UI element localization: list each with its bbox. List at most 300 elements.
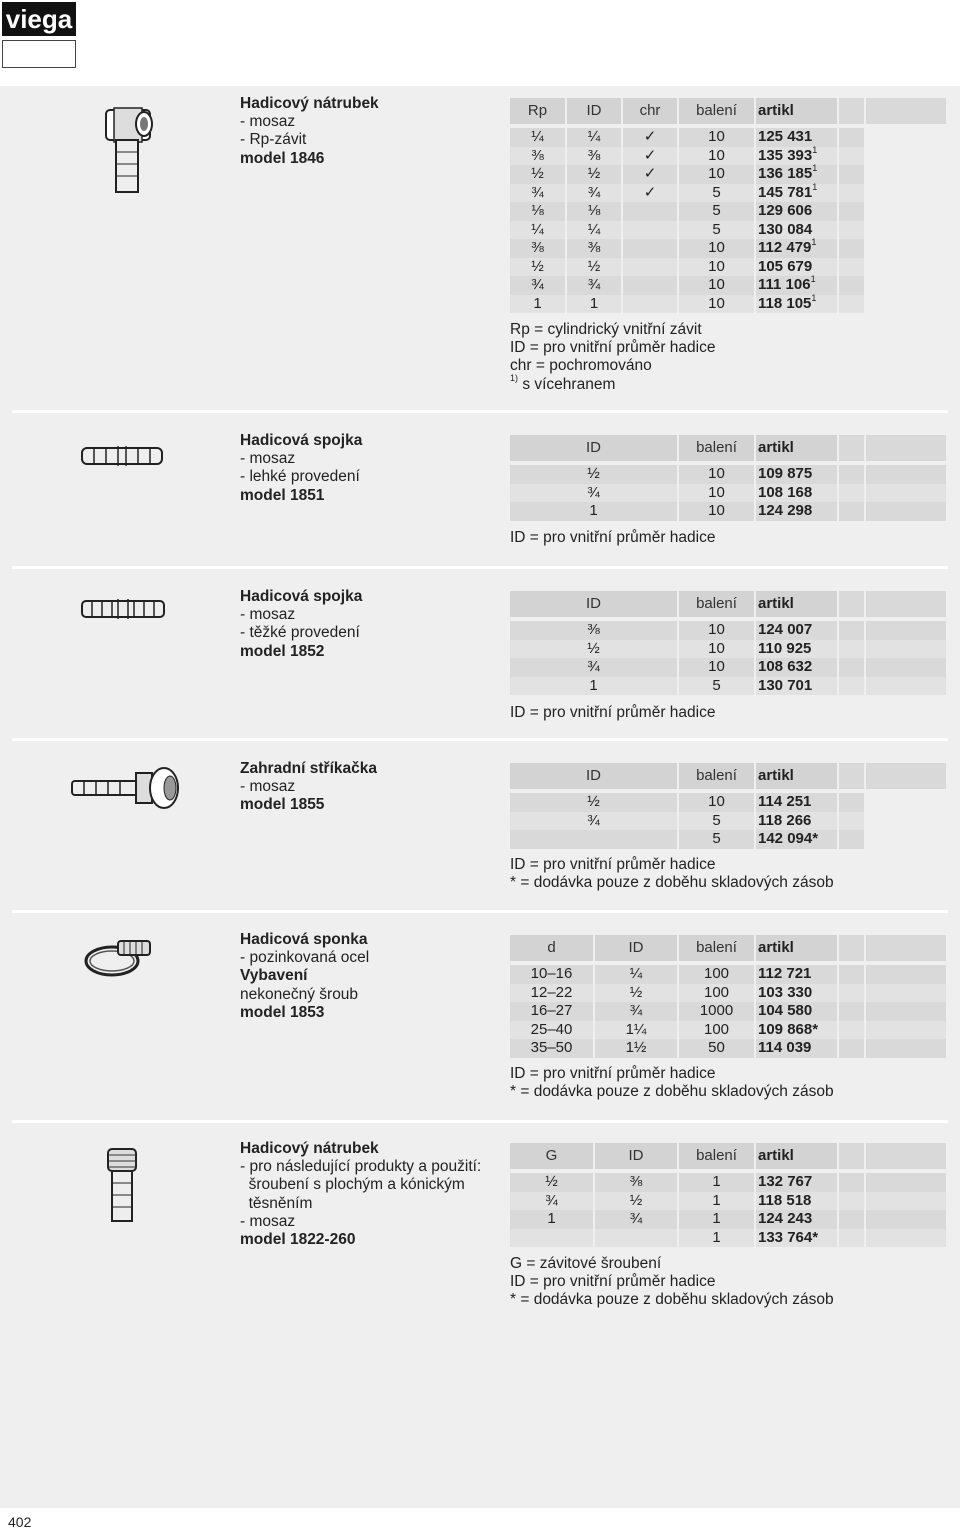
blank-cell — [839, 465, 866, 484]
table-cell: ½ — [595, 984, 679, 1003]
table-row — [510, 1229, 948, 1248]
table-row — [510, 181, 948, 203]
artikl-cell: 118 $105^1$ — [756, 295, 839, 314]
table-cell — [623, 239, 679, 258]
table-row — [510, 830, 948, 849]
blank-cell — [839, 258, 866, 277]
table-cell: 5 — [679, 202, 756, 221]
table-cell: ½ — [510, 165, 567, 184]
table-cell: ✓ — [623, 184, 679, 203]
col-id: ID — [567, 98, 623, 124]
col-blank — [866, 935, 948, 961]
table-row — [510, 640, 948, 659]
blank-cell — [866, 1192, 948, 1211]
table-cell: ¾ — [567, 276, 623, 295]
table-cell: ⅜ — [567, 239, 623, 258]
table-cell: ¾ — [595, 1210, 679, 1229]
table-notes — [510, 1255, 834, 1310]
blank-cell — [839, 793, 866, 812]
table-notes — [510, 321, 715, 394]
table-cell: ½ — [510, 1173, 595, 1192]
table-row — [510, 658, 948, 677]
table-cell: 1 — [679, 1229, 756, 1248]
product-name: Hadicová spojka — [240, 588, 363, 605]
artikl-cell: 112 721 — [756, 965, 839, 984]
artikl-cell: 108 632 — [756, 658, 839, 677]
table-cell: 10 — [679, 465, 756, 484]
blank-cell — [866, 1039, 948, 1058]
col-artikl: artikl — [756, 935, 839, 961]
table-cell: 10 — [679, 502, 756, 521]
blank-cell — [839, 202, 866, 221]
table-cell: 10 — [679, 295, 756, 314]
artikl-cell: 109 868* — [756, 1021, 839, 1040]
blank-cell — [839, 184, 866, 203]
table-cell: 10 — [679, 484, 756, 503]
blank-cell — [866, 1173, 948, 1192]
product-name: Hadicová sponka — [240, 931, 368, 948]
table-cell: ⅜ — [510, 239, 567, 258]
table-cell: 5 — [679, 677, 756, 696]
table-cell: 100 — [679, 984, 756, 1003]
product-equipment: nekonečný šroub — [240, 985, 359, 1003]
product-model: model 1851 — [240, 486, 325, 504]
blank-cell — [839, 1229, 866, 1248]
table-header — [510, 435, 948, 461]
col-blank — [866, 98, 948, 124]
blank-cell — [839, 147, 866, 166]
col-blank — [839, 591, 866, 617]
table-row — [510, 984, 948, 1003]
table-cell: 1 — [679, 1210, 756, 1229]
product-name: Hadicový nátrubek — [240, 95, 379, 112]
section-model-1851 — [0, 413, 960, 573]
table-cell: ⅛ — [567, 202, 623, 221]
product-usage: - pro následující produkty a použití: — [240, 1158, 482, 1176]
table-cell: 1 — [510, 295, 567, 314]
table-cell: ⅛ — [510, 202, 567, 221]
table-row — [510, 144, 948, 166]
product-material: - mosaz — [240, 1212, 296, 1230]
table-cell: 35–50 — [510, 1039, 595, 1058]
table-cell: ¾ — [510, 276, 567, 295]
artikl-cell: 132 767 — [756, 1173, 839, 1192]
blank-cell — [866, 677, 948, 696]
product-model: model 1846 — [240, 149, 325, 167]
hose-nipple-female-thread-illustration — [100, 104, 160, 196]
table-row — [510, 202, 948, 221]
artikl-cell: 108 168 — [756, 484, 839, 503]
blank-cell — [839, 239, 866, 258]
product-variant: - těžké provedení — [240, 624, 360, 642]
product-description — [240, 588, 362, 661]
table-body — [510, 1173, 948, 1247]
table-cell — [623, 295, 679, 314]
table-cell: 10 — [679, 258, 756, 277]
blank-cell — [839, 165, 866, 184]
table-row — [510, 276, 948, 295]
table-cell: 10 — [679, 147, 756, 166]
garden-sprayer-illustration — [70, 765, 182, 813]
artikl-cell: 130 084 — [756, 221, 839, 240]
table-row — [510, 677, 948, 696]
table-header — [510, 591, 948, 617]
blank-cell — [839, 295, 866, 314]
product-variant: - lehké provedení — [240, 468, 360, 486]
col-artikl: artikl — [756, 1143, 839, 1169]
table-cell: ½ — [595, 1192, 679, 1211]
artikl-cell: 129 606 — [756, 202, 839, 221]
page-number: 402 — [8, 1514, 32, 1530]
table-cell: ¼ — [567, 128, 623, 147]
blank-cell — [839, 502, 866, 521]
article-table — [510, 763, 948, 849]
table-cell: ✓ — [623, 128, 679, 147]
col-baleni: balení — [679, 1143, 756, 1169]
table-cell: 10 — [679, 239, 756, 258]
col-d: d — [510, 935, 595, 961]
artikl-cell: 114 039 — [756, 1039, 839, 1058]
product-model: model 1852 — [240, 642, 325, 660]
table-cell: ⅜ — [567, 147, 623, 166]
table-cell: ½ — [510, 793, 679, 812]
table-cell: ½ — [567, 258, 623, 277]
table-body — [510, 465, 948, 521]
product-model: model 1822-260 — [240, 1231, 356, 1249]
blank-cell — [839, 1002, 866, 1021]
table-cell: 10 — [679, 640, 756, 659]
blank-cell — [839, 965, 866, 984]
table-cell: ¼ — [510, 128, 567, 147]
blank-cell — [839, 1021, 866, 1040]
table-cell: 1¼ — [595, 1021, 679, 1040]
table-cell: 10 — [679, 165, 756, 184]
product-usage: těsněním — [240, 1194, 313, 1212]
note: ID = pro vnitřní průměr hadice — [510, 856, 716, 873]
table-cell: ½ — [567, 165, 623, 184]
table-cell: 5 — [679, 830, 756, 849]
blank-cell — [866, 1002, 948, 1021]
blank-cell — [839, 484, 866, 503]
blank-cell — [839, 1192, 866, 1211]
artikl-cell: 105 679 — [756, 258, 839, 277]
table-row — [510, 502, 948, 521]
blank-cell — [839, 1173, 866, 1192]
table-cell — [623, 202, 679, 221]
table-notes — [510, 704, 715, 722]
note: chr = pochromováno — [510, 357, 652, 375]
product-model: model 1855 — [240, 796, 325, 814]
product-material: - pozinkovaná ocel — [240, 949, 370, 967]
table-cell: 16–27 — [510, 1002, 595, 1021]
table-header — [510, 1143, 948, 1169]
table-row — [510, 258, 948, 277]
blank-cell — [866, 465, 948, 484]
blank-cell — [839, 830, 866, 849]
table-cell: 10 — [679, 793, 756, 812]
product-material: - mosaz — [240, 606, 296, 624]
col-blank — [866, 763, 948, 789]
artikl-cell: 109 875 — [756, 465, 839, 484]
table-cell: ½ — [510, 640, 679, 659]
col-blank — [839, 935, 866, 961]
product-description — [240, 1140, 481, 1249]
table-cell: ¾ — [595, 1002, 679, 1021]
artikl-cell: 142 094* — [756, 830, 839, 849]
table-row — [510, 239, 948, 258]
table-cell: 1½ — [595, 1039, 679, 1058]
product-thread: - Rp-závit — [240, 131, 307, 149]
product-material: - mosaz — [240, 778, 296, 796]
note: ID = pro vnitřní průměr hadice — [510, 529, 716, 546]
note: ID = pro vnitřní průměr hadice — [510, 1273, 716, 1291]
section-model-1846 — [0, 86, 960, 412]
table-row — [510, 1192, 948, 1211]
section-model-1853 — [0, 913, 960, 1118]
table-cell: 1 — [510, 1210, 595, 1229]
logo: viega — [2, 2, 76, 36]
table-cell: 12–22 — [510, 984, 595, 1003]
table-body — [510, 128, 948, 313]
table-row — [510, 1021, 948, 1040]
col-blank — [866, 1143, 948, 1169]
artikl-cell: 110 925 — [756, 640, 839, 659]
col-blank — [839, 435, 866, 461]
table-cell: 25–40 — [510, 1021, 595, 1040]
blank-cell — [839, 658, 866, 677]
note: ID = pro vnitřní průměr hadice — [510, 704, 716, 721]
table-cell — [623, 276, 679, 295]
table-cell: 5 — [679, 221, 756, 240]
table-cell: ¾ — [567, 184, 623, 203]
blank-cell — [839, 276, 866, 295]
section-model-1855 — [0, 741, 960, 909]
product-material: - mosaz — [240, 113, 296, 131]
table-cell: ¼ — [510, 221, 567, 240]
table-row — [510, 1039, 948, 1058]
table-cell: ¾ — [510, 484, 679, 503]
article-table — [510, 935, 948, 1058]
table-row — [510, 965, 948, 984]
blank-cell — [839, 640, 866, 659]
table-cell: 1 — [679, 1192, 756, 1211]
artikl-cell: 104 580 — [756, 1002, 839, 1021]
artikl-cell: 135 $393^1$ — [756, 147, 839, 166]
blank-cell — [839, 1039, 866, 1058]
product-material: - mosaz — [240, 450, 296, 468]
table-notes — [510, 1065, 834, 1101]
blank-cell — [866, 984, 948, 1003]
table-cell: 5 — [679, 184, 756, 203]
table-cell: 1000 — [679, 1002, 756, 1021]
artikl-cell: 124 007 — [756, 621, 839, 640]
artikl-cell: 118 518 — [756, 1192, 839, 1211]
hose-coupling-heavy-illustration — [80, 597, 166, 621]
product-description — [240, 760, 377, 815]
blank-cell — [866, 621, 948, 640]
product-description — [240, 95, 379, 168]
note: ID = pro vnitřní průměr hadice — [510, 339, 716, 357]
blank-cell — [839, 221, 866, 240]
blank-cell — [866, 484, 948, 503]
col-baleni: balení — [679, 591, 756, 617]
table-cell: ✓ — [623, 165, 679, 184]
table-row — [510, 793, 948, 812]
blank-cell — [866, 658, 948, 677]
product-name: Hadicový nátrubek — [240, 1140, 379, 1157]
artikl-cell: 124 243 — [756, 1210, 839, 1229]
table-row — [510, 221, 948, 240]
col-rp: Rp — [510, 98, 567, 124]
artikl-cell: 118 266 — [756, 812, 839, 831]
blank-cell — [839, 1210, 866, 1229]
artikl-cell: 130 701 — [756, 677, 839, 696]
note: G = závitové šroubení — [510, 1255, 662, 1272]
table-row — [510, 465, 948, 484]
blank-cell — [839, 621, 866, 640]
table-cell: ¾ — [510, 812, 679, 831]
blank-cell — [839, 128, 866, 147]
artikl-cell: 112 $479^1$ — [756, 239, 839, 258]
product-description — [240, 432, 362, 505]
note: * = dodávka pouze z doběhu skladových zásob — [510, 874, 834, 892]
table-cell: 100 — [679, 965, 756, 984]
blank-cell — [866, 1021, 948, 1040]
artikl-cell: 114 251 — [756, 793, 839, 812]
col-id: ID — [595, 935, 679, 961]
col-chr: chr — [623, 98, 679, 124]
table-cell — [510, 830, 679, 849]
table-cell: 10–16 — [510, 965, 595, 984]
section-model-1852 — [0, 569, 960, 739]
table-cell: 1 — [510, 677, 679, 696]
table-cell: ⅜ — [595, 1173, 679, 1192]
col-baleni: balení — [679, 435, 756, 461]
artikl-cell: 124 298 — [756, 502, 839, 521]
table-notes — [510, 856, 834, 892]
col-baleni: balení — [679, 763, 756, 789]
table-cell: ⅜ — [510, 621, 679, 640]
col-blank — [866, 435, 948, 461]
artikl-cell: 125 431 — [756, 128, 839, 147]
col-artikl: artikl — [756, 591, 839, 617]
table-cell: ¾ — [510, 658, 679, 677]
table-cell — [623, 258, 679, 277]
artikl-cell: 111 $106^1$ — [756, 276, 839, 295]
blank-cell — [866, 640, 948, 659]
blank-cell — [839, 812, 866, 831]
table-row — [510, 128, 948, 147]
table-cell — [510, 1229, 595, 1248]
col-id: ID — [510, 763, 679, 789]
artikl-cell: 103 330 — [756, 984, 839, 1003]
table-cell — [623, 221, 679, 240]
col-id: ID — [510, 435, 679, 461]
blank-cell — [839, 984, 866, 1003]
product-equipment-label: Vybavení — [240, 967, 308, 985]
table-header — [510, 98, 948, 124]
table-row — [510, 484, 948, 503]
table-cell: 1 — [679, 1173, 756, 1192]
col-blank — [866, 591, 948, 617]
table-header — [510, 935, 948, 961]
table-cell: 50 — [679, 1039, 756, 1058]
blank-cell — [866, 1229, 948, 1248]
artikl-cell: 133 764* — [756, 1229, 839, 1248]
col-artikl: artikl — [756, 763, 839, 789]
product-name: Zahradní stříkačka — [240, 760, 377, 777]
table-cell: 100 — [679, 1021, 756, 1040]
product-name: Hadicová spojka — [240, 432, 363, 449]
table-cell: 10 — [679, 128, 756, 147]
table-cell: ¼ — [567, 221, 623, 240]
catalog-content — [0, 86, 960, 1508]
blank-cell — [866, 502, 948, 521]
blank-cell — [866, 1210, 948, 1229]
table-cell: ✓ — [623, 147, 679, 166]
product-description — [240, 931, 369, 1022]
table-cell: ⅜ — [510, 147, 567, 166]
table-cell: 10 — [679, 276, 756, 295]
col-baleni: balení — [679, 935, 756, 961]
logo-box — [2, 40, 76, 68]
table-header — [510, 763, 948, 789]
table-row — [510, 165, 948, 184]
table-body — [510, 621, 948, 695]
hose-nipple-flat-seal-illustration — [104, 1145, 140, 1225]
col-id: ID — [510, 591, 679, 617]
blank-cell — [839, 677, 866, 696]
note: * = dodávka pouze z doběhu skladových zásob — [510, 1083, 834, 1101]
hose-clamp-illustration — [82, 935, 158, 979]
table-row — [510, 292, 948, 314]
article-table — [510, 98, 948, 313]
table-row — [510, 1210, 948, 1229]
table-cell: 1 — [510, 502, 679, 521]
note: Rp = cylindrický vnitřní závit — [510, 321, 702, 338]
artikl-cell: 145 $781^1$ — [756, 184, 839, 203]
table-notes — [510, 529, 715, 547]
table-row — [510, 1002, 948, 1021]
product-model: model 1853 — [240, 1003, 325, 1021]
hose-coupling-light-illustration — [80, 443, 164, 469]
note: * = dodávka pouze z doběhu skladových zásob — [510, 1291, 834, 1309]
table-cell: ½ — [510, 465, 679, 484]
col-blank — [839, 98, 866, 124]
col-id: ID — [595, 1143, 679, 1169]
table-body — [510, 965, 948, 1058]
table-row — [510, 621, 948, 640]
footnote: $^{1)}$ s vícehranem — [510, 373, 616, 393]
table-cell: 10 — [679, 658, 756, 677]
article-table — [510, 591, 948, 695]
table-cell: 10 — [679, 621, 756, 640]
table-cell: ¾ — [510, 184, 567, 203]
artikl-cell: 136 $185^1$ — [756, 165, 839, 184]
section-model-1822-260 — [0, 1123, 960, 1373]
table-row — [510, 1173, 948, 1192]
blank-cell — [866, 965, 948, 984]
col-baleni: balení — [679, 98, 756, 124]
note: ID = pro vnitřní průměr hadice — [510, 1065, 716, 1082]
product-usage: šroubení s plochým a kónickým — [240, 1176, 465, 1194]
col-blank — [839, 1143, 866, 1169]
table-cell: ¾ — [510, 1192, 595, 1211]
article-table — [510, 1143, 948, 1247]
table-cell: 5 — [679, 812, 756, 831]
table-row — [510, 812, 948, 831]
table-cell: ¼ — [595, 965, 679, 984]
